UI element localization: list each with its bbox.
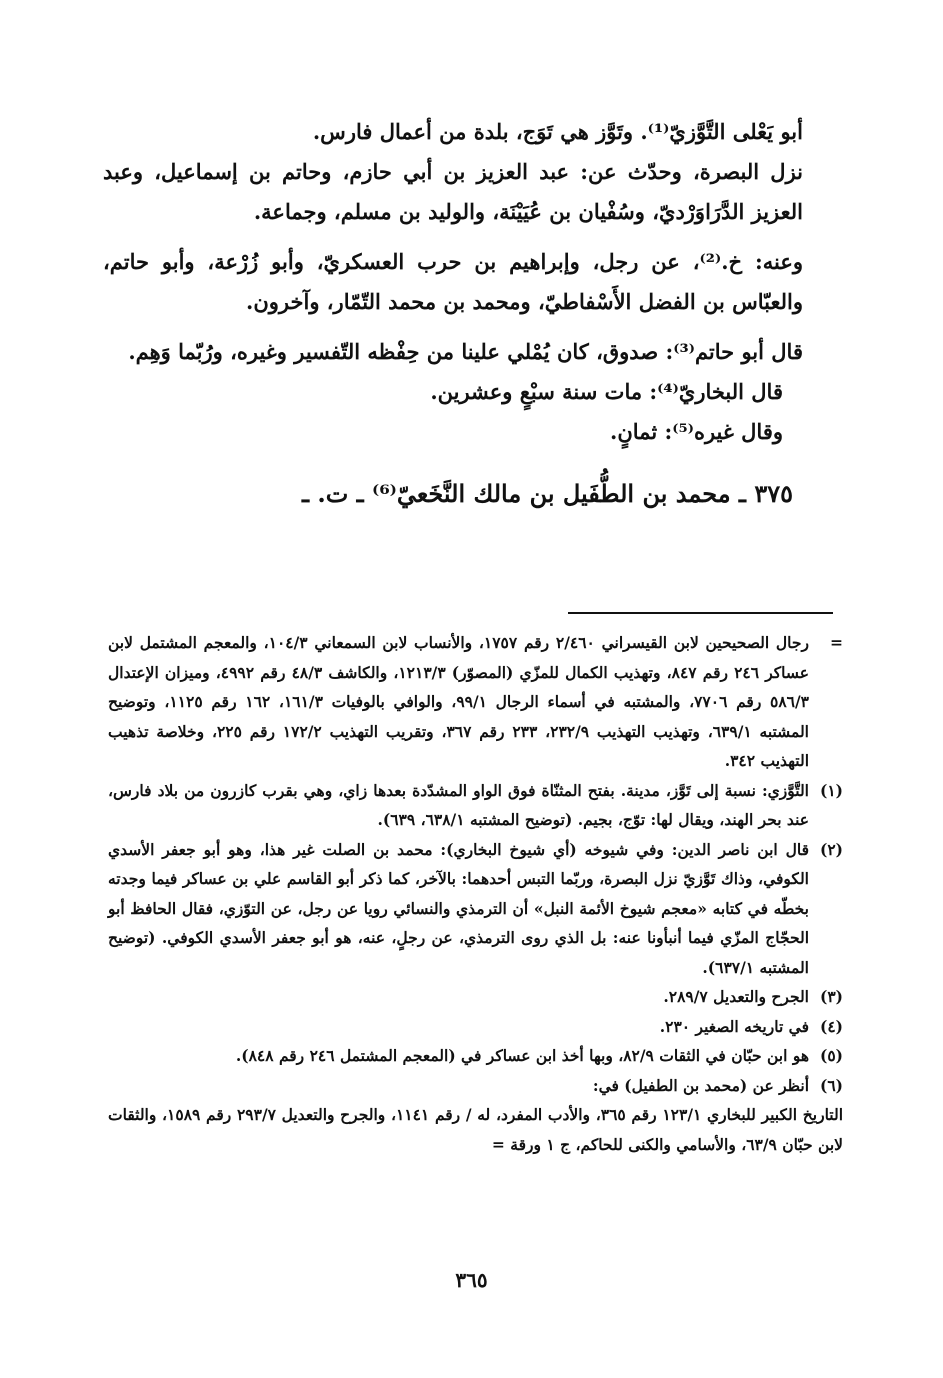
footnote-item bbox=[108, 776, 843, 835]
text-line: قال أبو حاتم⁽³⁾: صدوق، كان يُمْلي علينا من حِفْظه التّفسير وغيره، ورُبّما وَهِم. bbox=[128, 339, 803, 364]
entry-heading: ٣٧٥ ـ محمد بن الطُّفَيل بن مالك النَّخَعيّ⁽⁶⁾ ـ ت. ـ bbox=[301, 479, 793, 508]
footnote-intro bbox=[108, 628, 843, 776]
footnote-text: هو ابن حبّان في الثقات ٨٢/٩، وبها أخذ ابن عساكر في (المعجم المشتمل ٢٤٦ رقم ٨٤٨). bbox=[235, 1046, 809, 1065]
footnote-text: في تاريخه الصغير ٢٣٠. bbox=[659, 1016, 809, 1036]
text-line: قال البخاريّ⁽⁴⁾: مات سنة سبْعٍ وعشرين. bbox=[430, 379, 783, 404]
footnote-number: (١) bbox=[819, 780, 843, 800]
footnote-number: (٢) bbox=[819, 839, 843, 859]
footnote-text: الجرح والتعديل ٢٨٩/٧. bbox=[663, 987, 809, 1006]
main-text bbox=[103, 112, 833, 514]
footnote-number: (٦) bbox=[819, 1075, 843, 1095]
footnote-item bbox=[108, 1071, 843, 1101]
footnote-divider bbox=[568, 612, 833, 614]
footnotes bbox=[108, 628, 843, 1159]
footnote-text: التَّوَّزي: نسبة إلى تَوَّز، مدينة. بفتح المثنّاة فوق الواو المشدّدة بعدها زاي، وهي بقرب كازرون من بلاد فارس، عند بحر الهند، ويقال لها: توّج، بجيم. (توضيح المشتبه ٦٣٨/١، ٦٣٩). bbox=[108, 780, 809, 829]
footnote-item bbox=[108, 1012, 843, 1042]
text-line: وقال غيره⁽⁵⁾: ثمانٍ. bbox=[610, 419, 783, 444]
footnote-item bbox=[108, 982, 843, 1012]
footnote-text: رجال الصحيحين لابن القيسراني ٢/٤٦٠ رقم ١٧٥٧، والأنساب لابن السمعاني ١٠٤/٣، والمعجم المشتمل لابن عساكر ٢٤٦ رقم ٨٤٧، وتهذيب الكمال للمزّي (المصوّر) ١٢١٣/٣، والكاشف ٤٨/٣ رقم ٤٩٩٢، وميزان الإعتدال ٥٨٦/٣ رقم ٧٧٠٦، والمشتبه في أسماء الرجال ٩٩/١، والوافي بالوفيات ١٦١/٣، ١٦٢ رقم ١١٢٥، وتوضيح المشتبه ٦٣٩/١، وتهذيب التهذيب ٢٣٢/٩، ٢٣٣ رقم ٣٦٧، وتقريب التهذيب ١٧٢/٢ رقم ٢٢٥، وخلاصة تذهيب التهذيب ٣٤٢. bbox=[108, 633, 809, 770]
footnote-marker: = bbox=[830, 633, 843, 652]
footnote-continuation: التاريخ الكبير للبخاري ١٢٣/١ رقم ٣٦٥، والأدب المفرد، له / رقم ١١٤١، والجرح والتعديل ٢٩٣/٧ رقم ١٥٨٩، والثقات لابن حبّان ٦٣/٩، والأسامي والكنى للحاكم، ج ١ ورقة = bbox=[108, 1105, 843, 1154]
footnote-text: قال ابن ناصر الدين: وفي شيوخه (أي شيوخ البخاري): محمد بن الصلت غير هذا، وهو أبو جعفر الأسدي الكوفي، وذاك تَوَّزيّ نزل البصرة، وربّما التبس أحدهما: بالآخر، كما ذكر أبو القاسم علي بن عساكر فيما وجدته بخطّه في كتابه «معجم شيوخ الأئمة النبل» أن الترمذي والنسائي رويا عن رجل، عن التوّزي، فقال الحافظ أبو الحجّاج المزّي فيما أنبأونا عنه: بل الذي روى الترمذي، عن رجلٍ، عنه، هو أبو جعفر الأسدي الكوفي. (توضيح المشتبه ٦٣٧/١). bbox=[108, 839, 809, 977]
footnote-number: (٣) bbox=[819, 987, 843, 1006]
text-line: نزل البصرة، وحدّث عن: عبد العزيز بن أبي حازم، وحاتم بن إسماعيل، وعبد العزيز الدَّرَاوَرْديّ، وسُفْيان بن عُيَيْنَة، والوليد بن مسلم، وجماعة. bbox=[103, 159, 803, 224]
footnote-item bbox=[108, 1041, 843, 1071]
footnote-number: (٤) bbox=[819, 1016, 843, 1036]
footnote-number: (٥) bbox=[819, 1046, 843, 1065]
text-line: وعنه: خ.⁽²⁾، عن رجل، وإبراهيم بن حرب العسكريّ، وأبو زُرْعة، وأبو حاتم، والعبّاس بن الفضل الأَسْفاطيّ، ومحمد بن محمد التّمّار، وآخرون. bbox=[103, 249, 803, 314]
footnote-item bbox=[108, 835, 843, 983]
text-line: أبو يَعْلى التَّوَّزيّ⁽¹⁾. وتَوَّز هي تَوَج، بلدة من أعمال فارس. bbox=[312, 119, 803, 144]
footnote-text: أنظر عن (محمد بن الطفيل) في: bbox=[592, 1075, 809, 1095]
page-number: ٣٦٥ bbox=[455, 1268, 488, 1292]
